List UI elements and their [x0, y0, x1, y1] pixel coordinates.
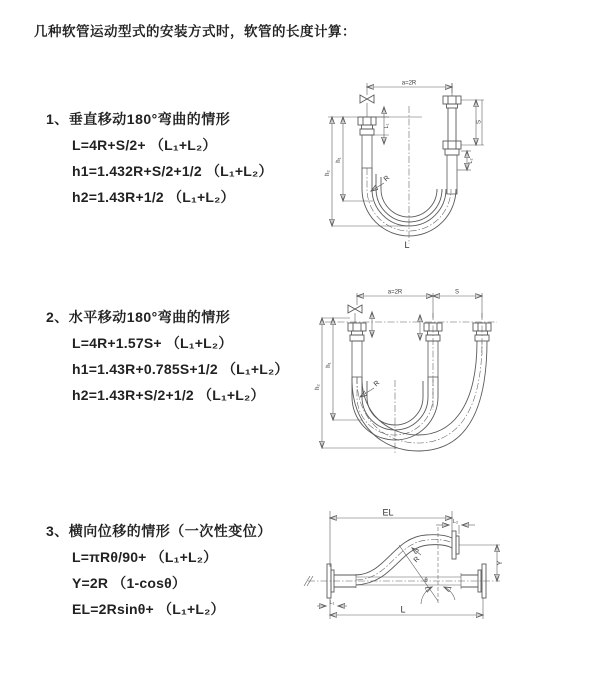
horizontal-centerline: [304, 576, 500, 586]
dim-label-s: S: [454, 289, 460, 296]
dimension-h2: [325, 117, 407, 226]
dimension-s: [433, 290, 482, 297]
braid-hose-right: [447, 155, 457, 194]
dim-label-a2r: a=2R: [401, 80, 417, 87]
braid-hose-left: [362, 135, 372, 168]
diagram-vertical-180: [310, 74, 600, 254]
formula-1-h2: h2=1.43R+1/2 （L₁+L₂）: [72, 189, 235, 205]
dimension-l: [330, 598, 483, 619]
dim-label-h2: h₂: [315, 384, 321, 390]
dim-label-r: R: [412, 555, 422, 565]
formula-3-L: L=πRθ/90+ （L₁+L₂）: [72, 549, 218, 565]
dim-label-y: Y: [497, 560, 504, 566]
dimension-a2r: [357, 290, 482, 319]
formula-3-Y: Y=2R （1-cosθ）: [72, 575, 187, 591]
dimension-l2: [436, 519, 475, 534]
diagram-horizontal-180: [310, 285, 600, 460]
dimension-l1: [372, 107, 390, 144]
dimension-fitting-length: [372, 312, 420, 340]
upper-flange: [452, 531, 459, 559]
valve-symbol: [360, 95, 374, 117]
formula-1-L: L=4R+S/2+ （L₁+L₂）: [72, 137, 217, 153]
dim-label-h2: h₂: [325, 170, 331, 176]
dim-label-l1: L₁: [329, 600, 335, 606]
section-1-heading: 1、垂直移动180°弯曲的情形: [46, 111, 231, 127]
diagram-lateral-displacement: [300, 503, 600, 648]
dimension-h1: [336, 117, 373, 201]
hose-u-curves-shifted: [352, 341, 487, 451]
dim-label-theta: θ: [424, 578, 428, 584]
dimension-s: [461, 100, 484, 145]
dim-label-l2: L₂: [468, 158, 474, 164]
left-fitting: [358, 117, 376, 168]
radius-callout: [360, 380, 381, 397]
dim-label-l: L: [404, 240, 410, 250]
dimension-el: [330, 508, 452, 568]
page-title: 几种软管运动型式的安装方式时，软管的长度计算：: [34, 24, 356, 39]
section-horizontal-180: [46, 304, 289, 408]
hose-s-curve: [356, 535, 452, 585]
left-fitting: [348, 323, 366, 377]
dim-label-l2: L₂: [452, 519, 459, 525]
formula-3-EL: EL=2Rsinθ+ （L₁+L₂）: [72, 601, 225, 617]
angle-construction: [399, 527, 455, 604]
dimension-l1: [317, 600, 347, 606]
dim-label-el: EL: [382, 507, 394, 518]
braid-hose-middle: [428, 341, 438, 377]
braid-hose-left: [352, 341, 362, 377]
dim-label-r: R: [382, 174, 392, 184]
dim-label-h1: h₁: [326, 362, 332, 368]
dimension-y: [459, 545, 504, 581]
section-lateral-displacement: [46, 518, 272, 622]
dim-label-a2r: a=2R: [387, 289, 403, 296]
dimension-l2: [457, 151, 474, 170]
dimension-a2r: [367, 81, 452, 96]
formula-2-L: L=4R+1.57S+ （L₁+L₂）: [72, 335, 233, 351]
dim-label-h1: h₁: [336, 157, 342, 163]
dim-label-l1: L₁: [384, 123, 390, 129]
section-3-heading: 3、横向位移的情形（一次性变位）: [46, 523, 272, 539]
right-fitting: [443, 83, 461, 194]
section-2-heading: 2、水平移动180°弯曲的情形: [46, 309, 231, 325]
formula-2-h2: h2=1.43R+S/2+1/2 （L₁+L₂）: [72, 387, 265, 403]
dim-label-s: S: [476, 119, 483, 125]
dim-label-r: R: [372, 379, 382, 389]
valve-symbol: [348, 305, 362, 323]
formula-1-h1: h1=1.432R+S/2+1/2 （L₁+L₂）: [72, 163, 273, 179]
section-vertical-180: [46, 106, 273, 210]
formula-2-h1: h1=1.43R+0.785S+1/2 （L₁+L₂）: [72, 361, 289, 377]
dimension-h1: [322, 318, 362, 420]
dim-label-l: L: [400, 604, 406, 615]
